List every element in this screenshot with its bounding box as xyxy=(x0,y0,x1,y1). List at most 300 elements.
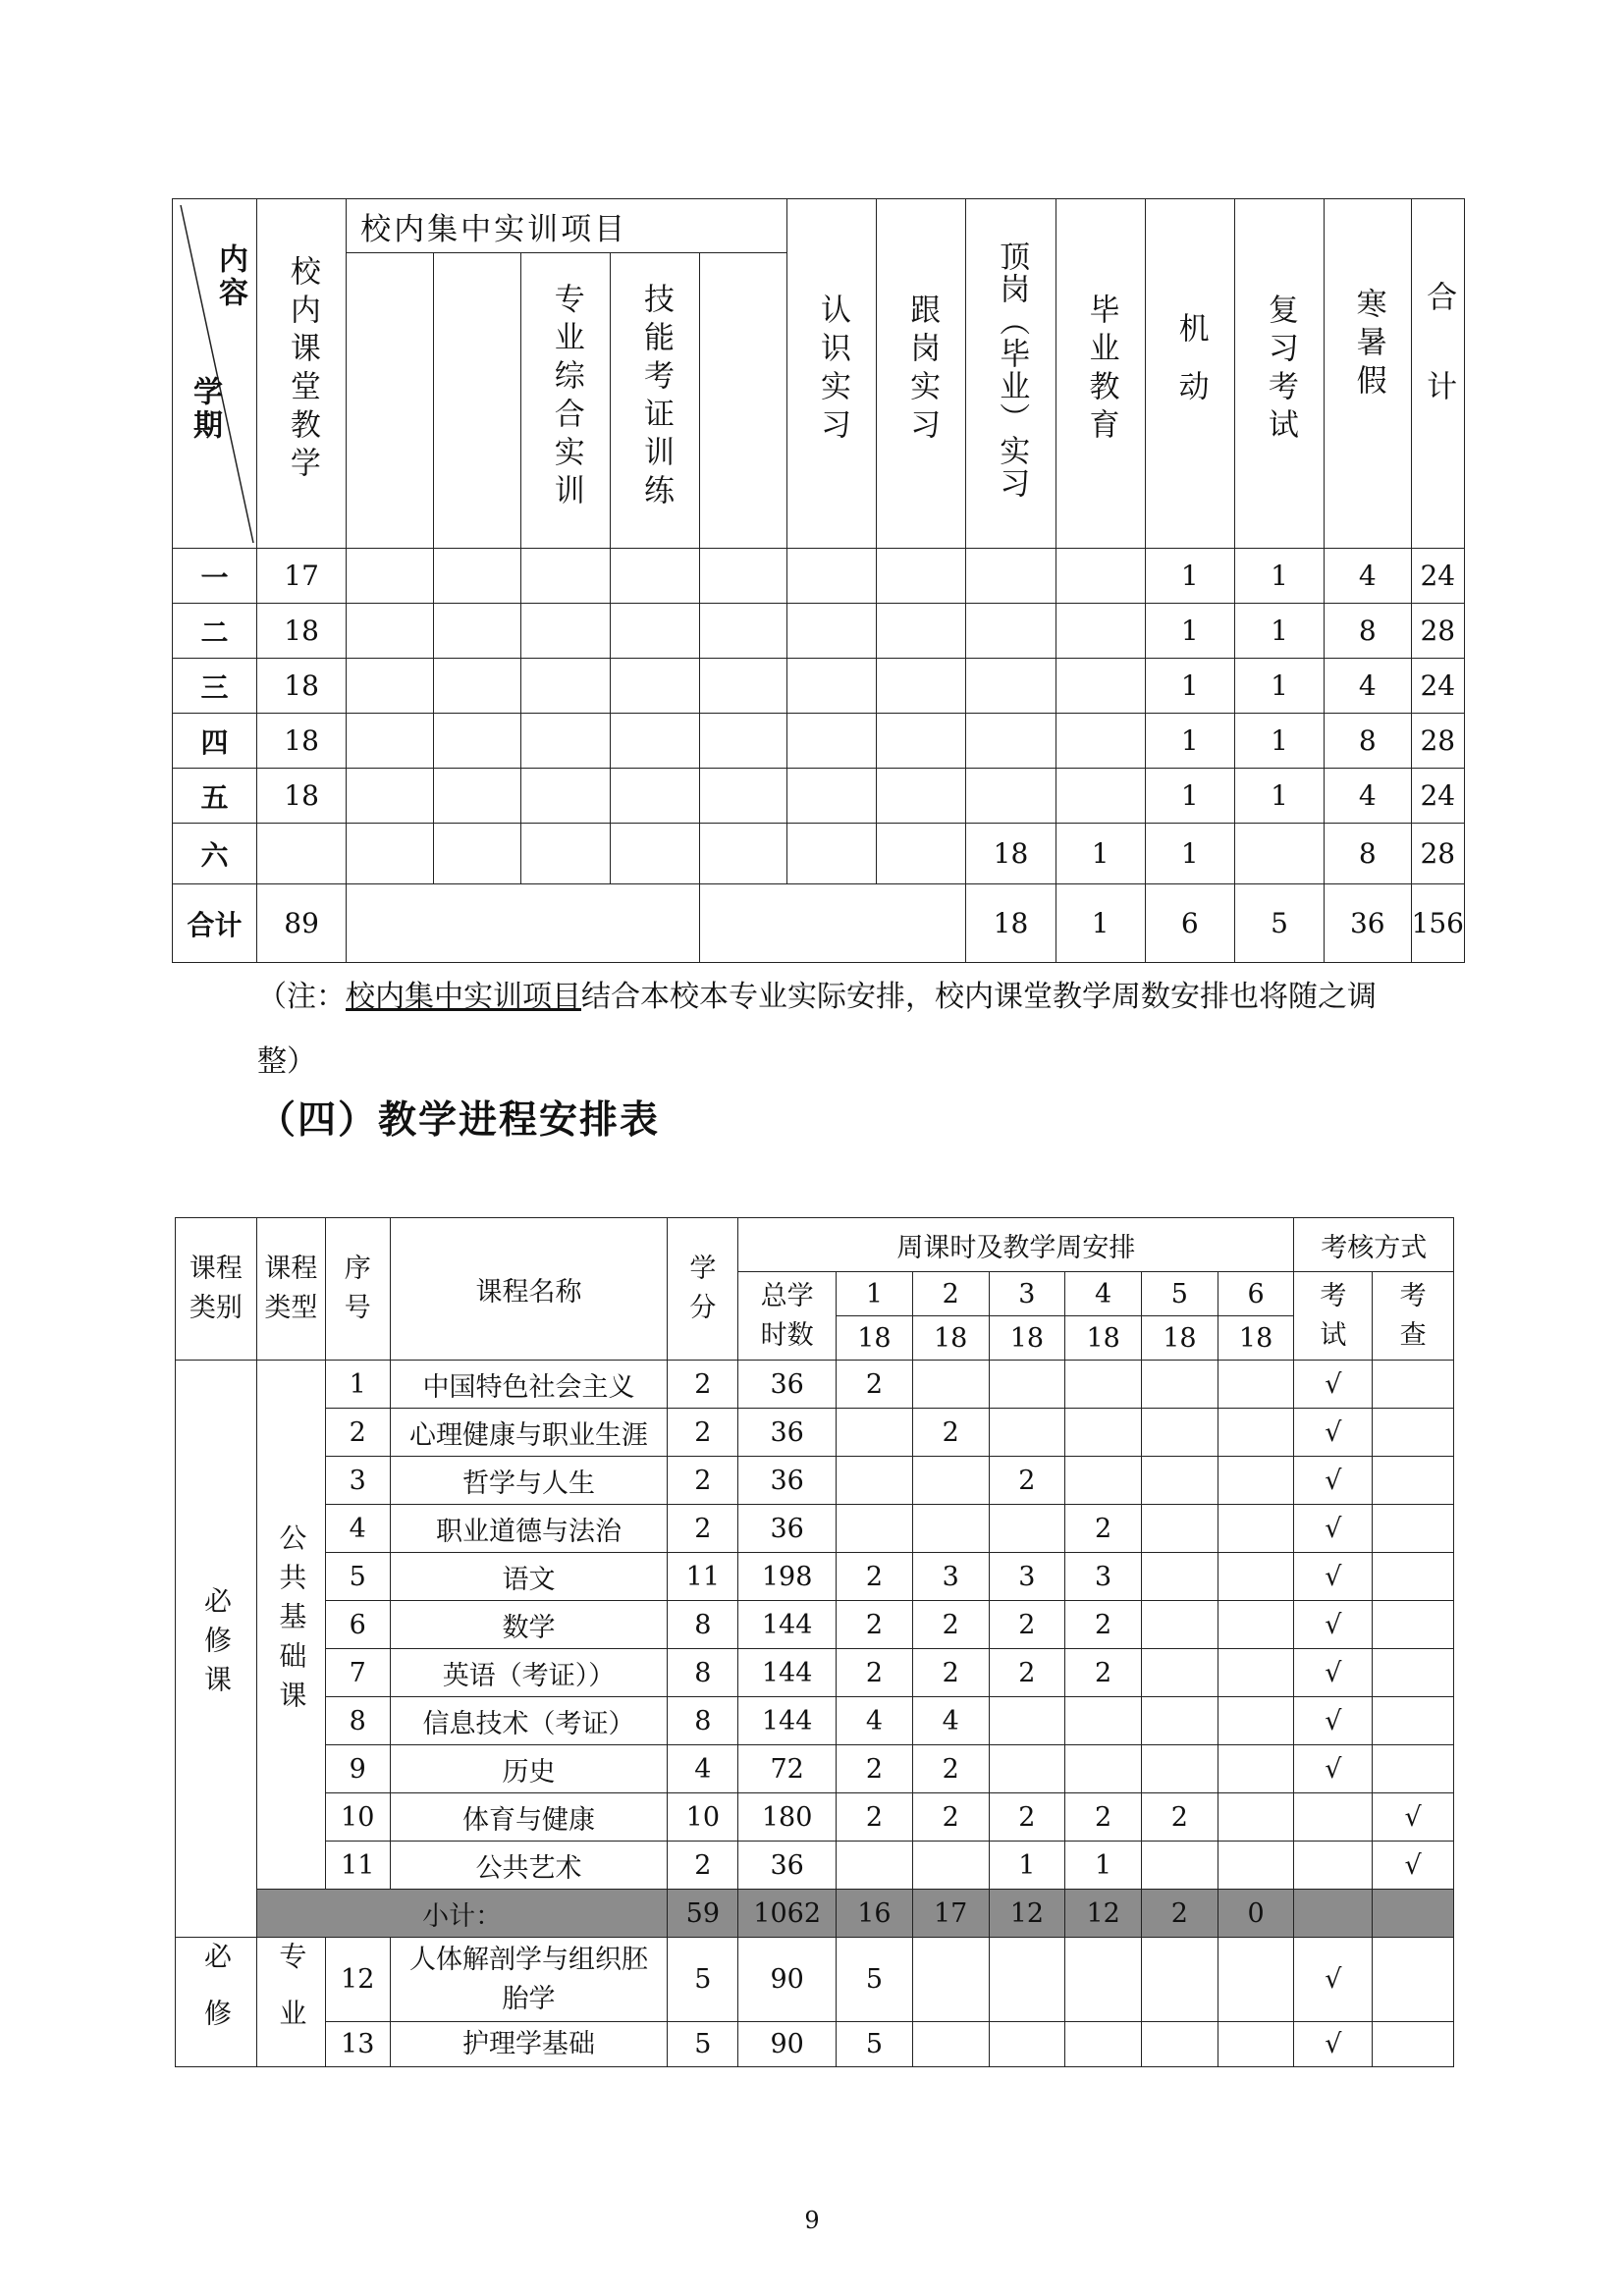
empty-cell xyxy=(611,769,700,824)
term-hours-cell: 2 xyxy=(1065,1505,1142,1553)
term-hours-cell xyxy=(989,1938,1065,2022)
exam-cell xyxy=(1294,1793,1373,1842)
vacation-cell: 8 xyxy=(1325,714,1411,769)
review-cell: 1 xyxy=(1234,549,1324,604)
schedule-row xyxy=(173,549,1465,604)
empty-cell xyxy=(877,604,966,659)
header-assessment: 考核方式 xyxy=(1294,1218,1454,1272)
header-term-3: 3 xyxy=(989,1272,1065,1316)
term-hours-cell: 2 xyxy=(837,1553,913,1601)
term-hours-cell xyxy=(1142,1697,1218,1745)
hours-cell: 72 xyxy=(738,1745,837,1793)
flexible-cell: 1 xyxy=(1145,714,1234,769)
empty-cell xyxy=(347,769,434,824)
term-hours-cell: 4 xyxy=(837,1697,913,1745)
subtotal-term-cell: 17 xyxy=(912,1890,989,1938)
hours-cell: 90 xyxy=(738,2022,837,2067)
exam-cell: √ xyxy=(1294,1361,1373,1409)
seq-cell: 2 xyxy=(325,1409,390,1457)
check-cell: √ xyxy=(1373,1793,1454,1842)
graduation-cell xyxy=(1056,714,1145,769)
term-hours-cell xyxy=(912,1457,989,1505)
term-hours-cell: 2 xyxy=(837,1649,913,1697)
subtotal-term-cell: 16 xyxy=(837,1890,913,1938)
flexible-cell: 1 xyxy=(1145,549,1234,604)
schedule-row xyxy=(173,769,1465,824)
seq-cell: 11 xyxy=(325,1842,390,1890)
review-cell: 5 xyxy=(1234,884,1324,963)
term-hours-cell xyxy=(837,1842,913,1890)
exam-cell: √ xyxy=(1294,2022,1373,2067)
term-hours-cell xyxy=(1142,1601,1218,1649)
empty-cell xyxy=(787,824,877,884)
hours-cell: 144 xyxy=(738,1649,837,1697)
total-cell: 24 xyxy=(1411,659,1464,714)
check-cell xyxy=(1373,1745,1454,1793)
header-blank xyxy=(700,199,787,253)
term-hours-cell xyxy=(1218,1457,1294,1505)
term-cell: 一 xyxy=(173,549,257,604)
seq-cell: 7 xyxy=(325,1649,390,1697)
header-comprehensive: 专业综合实训 xyxy=(520,253,610,549)
term-hours-cell xyxy=(1218,1409,1294,1457)
header-weeks-2: 18 xyxy=(912,1316,989,1361)
header-credit: 学分 xyxy=(668,1218,738,1361)
subtotal-row xyxy=(176,1890,1454,1938)
check-cell xyxy=(1373,1457,1454,1505)
term-hours-cell: 2 xyxy=(1065,1649,1142,1697)
header-vacation: 寒暑假 xyxy=(1325,199,1411,549)
topjob-cell xyxy=(966,714,1056,769)
header-exam: 考试 xyxy=(1294,1272,1373,1361)
check-cell xyxy=(1373,1938,1454,2022)
header-weeks-1: 18 xyxy=(837,1316,913,1361)
table-note: （注：校内集中实训项目结合本校本专业实际安排，校内课堂教学周数安排也将随之调整） xyxy=(257,980,1377,1079)
course-name-cell: 中国特色社会主义 xyxy=(390,1361,668,1409)
category-cell: 必修课 xyxy=(176,1361,257,1938)
empty-cell xyxy=(347,659,434,714)
term-cell: 四 xyxy=(173,714,257,769)
exam-cell: √ xyxy=(1294,1649,1373,1697)
term-hours-cell: 2 xyxy=(1065,1793,1142,1842)
type-cell: 公共基础课 xyxy=(256,1361,325,1890)
credit-cell: 8 xyxy=(668,1601,738,1649)
section-heading: （四）教学进程安排表 xyxy=(257,1098,661,1143)
category-cell: 必修 xyxy=(176,1938,257,2067)
hours-cell: 36 xyxy=(738,1409,837,1457)
credit-cell: 2 xyxy=(668,1842,738,1890)
schedule-row xyxy=(173,824,1465,884)
classroom-cell: 18 xyxy=(257,604,347,659)
term-hours-cell xyxy=(912,1842,989,1890)
exam-cell: √ xyxy=(1294,1745,1373,1793)
exam-cell: √ xyxy=(1294,1601,1373,1649)
term-cell: 五 xyxy=(173,769,257,824)
term-hours-cell: 2 xyxy=(989,1649,1065,1697)
seq-cell: 1 xyxy=(325,1361,390,1409)
vacation-cell: 4 xyxy=(1325,659,1411,714)
empty-cell xyxy=(611,604,700,659)
term-hours-cell xyxy=(837,1409,913,1457)
term-hours-cell xyxy=(1142,1553,1218,1601)
term-hours-cell xyxy=(912,1938,989,2022)
term-hours-cell: 1 xyxy=(1065,1842,1142,1890)
empty-cell xyxy=(347,549,434,604)
hours-cell: 90 xyxy=(738,1938,837,2022)
topjob-cell xyxy=(966,604,1056,659)
total-cell: 28 xyxy=(1411,604,1464,659)
empty-cell xyxy=(520,714,610,769)
header-empty-2 xyxy=(434,253,521,549)
review-cell: 1 xyxy=(1234,714,1324,769)
exam-cell: √ xyxy=(1294,1409,1373,1457)
course-schedule-table xyxy=(175,1217,1454,2067)
type-cell: 专业 xyxy=(256,1938,325,2067)
credit-cell: 2 xyxy=(668,1361,738,1409)
term-hours-cell xyxy=(1142,1361,1218,1409)
header-term-2: 2 xyxy=(912,1272,989,1316)
seq-cell: 8 xyxy=(325,1697,390,1745)
term-hours-cell: 2 xyxy=(837,1745,913,1793)
empty-cell xyxy=(787,769,877,824)
empty-cell xyxy=(434,549,521,604)
term-hours-cell xyxy=(1218,1361,1294,1409)
term-hours-cell xyxy=(1218,1938,1294,2022)
empty-cell xyxy=(611,659,700,714)
classroom-cell: 18 xyxy=(257,769,347,824)
seq-cell: 9 xyxy=(325,1745,390,1793)
header-follow: 跟岗实习 xyxy=(877,199,966,549)
header-empty-1 xyxy=(347,253,434,549)
term-hours-cell xyxy=(837,1505,913,1553)
semester-schedule-table xyxy=(172,198,1465,963)
empty-cell xyxy=(611,549,700,604)
review-cell: 1 xyxy=(1234,769,1324,824)
topjob-cell xyxy=(966,769,1056,824)
course-row xyxy=(176,1409,1454,1457)
term-hours-cell xyxy=(1218,1553,1294,1601)
empty-cell xyxy=(520,659,610,714)
classroom-cell: 18 xyxy=(257,659,347,714)
check-cell xyxy=(1373,1601,1454,1649)
term-hours-cell: 2 xyxy=(912,1409,989,1457)
term-hours-cell xyxy=(1065,1938,1142,2022)
subtotal-term-cell: 2 xyxy=(1142,1890,1218,1938)
seq-cell: 10 xyxy=(325,1793,390,1842)
page-number: 9 xyxy=(804,2207,820,2234)
term-cell: 三 xyxy=(173,659,257,714)
vacation-cell: 36 xyxy=(1325,884,1411,963)
seq-cell: 4 xyxy=(325,1505,390,1553)
graduation-cell xyxy=(1056,659,1145,714)
term-hours-cell xyxy=(1142,1745,1218,1793)
term-hours-cell: 5 xyxy=(837,2022,913,2067)
corner-bottom-label: 学期 xyxy=(188,376,222,443)
schedule-row xyxy=(173,659,1465,714)
hours-cell: 180 xyxy=(738,1793,837,1842)
course-row xyxy=(176,1745,1454,1793)
subtotal-term-cell: 12 xyxy=(1065,1890,1142,1938)
classroom-cell xyxy=(257,824,347,884)
seq-cell: 3 xyxy=(325,1457,390,1505)
review-cell: 1 xyxy=(1234,659,1324,714)
term-hours-cell xyxy=(1218,1745,1294,1793)
term-hours-cell xyxy=(989,1361,1065,1409)
subtotal-term-cell: 0 xyxy=(1218,1890,1294,1938)
seq-cell: 13 xyxy=(325,2022,390,2067)
term-hours-cell xyxy=(912,1505,989,1553)
header-name: 课程名称 xyxy=(390,1218,668,1361)
exam-cell: √ xyxy=(1294,1553,1373,1601)
note-underlined: 校内集中实训项目 xyxy=(346,980,581,1014)
term-hours-cell xyxy=(1218,1649,1294,1697)
header-skill-cert: 技能考证训练 xyxy=(611,253,700,549)
credit-cell: 2 xyxy=(668,1457,738,1505)
header-total-hours: 总学时数 xyxy=(738,1272,837,1361)
hours-cell: 36 xyxy=(738,1842,837,1890)
exam-cell: √ xyxy=(1294,1938,1373,2022)
term-hours-cell xyxy=(1065,1409,1142,1457)
seq-cell: 12 xyxy=(325,1938,390,2022)
header-term-4: 4 xyxy=(1065,1272,1142,1316)
seq-cell: 6 xyxy=(325,1601,390,1649)
term-hours-cell: 2 xyxy=(989,1793,1065,1842)
header-topjob: 顶岗（毕业）实习 xyxy=(966,199,1056,549)
subtotal-check xyxy=(1373,1890,1454,1938)
term-hours-cell xyxy=(912,2022,989,2067)
term-hours-cell xyxy=(989,1745,1065,1793)
exam-cell: √ xyxy=(1294,1505,1373,1553)
term-hours-cell xyxy=(1142,1409,1218,1457)
term-hours-cell: 2 xyxy=(912,1601,989,1649)
term-cell: 六 xyxy=(173,824,257,884)
check-cell xyxy=(1373,2022,1454,2067)
term-hours-cell xyxy=(1218,1793,1294,1842)
vacation-cell: 4 xyxy=(1325,769,1411,824)
course-name-cell: 护理学基础 xyxy=(390,2022,668,2067)
schedule-row xyxy=(173,714,1465,769)
check-cell: √ xyxy=(1373,1842,1454,1890)
total-cell: 156 xyxy=(1411,884,1464,963)
corner-top-label: 内容 xyxy=(213,243,247,310)
header-weeks-5: 18 xyxy=(1142,1316,1218,1361)
corner-header xyxy=(173,199,257,549)
empty-cell xyxy=(434,659,521,714)
term-hours-cell: 2 xyxy=(1065,1601,1142,1649)
flexible-cell: 6 xyxy=(1145,884,1234,963)
check-cell xyxy=(1373,1361,1454,1409)
flexible-cell: 1 xyxy=(1145,769,1234,824)
header-weeks-3: 18 xyxy=(989,1316,1065,1361)
term-hours-cell: 2 xyxy=(837,1601,913,1649)
vacation-cell: 8 xyxy=(1325,824,1411,884)
term-hours-cell xyxy=(1142,1842,1218,1890)
credit-cell: 5 xyxy=(668,2022,738,2067)
credit-cell: 5 xyxy=(668,1938,738,2022)
seq-cell: 5 xyxy=(325,1553,390,1601)
graduation-cell xyxy=(1056,769,1145,824)
term-hours-cell: 2 xyxy=(912,1745,989,1793)
hours-cell: 36 xyxy=(738,1457,837,1505)
graduation-cell: 1 xyxy=(1056,884,1145,963)
empty-cell xyxy=(434,714,521,769)
term-hours-cell: 2 xyxy=(989,1457,1065,1505)
credit-cell: 10 xyxy=(668,1793,738,1842)
term-hours-cell xyxy=(1218,1601,1294,1649)
term-hours-cell xyxy=(1142,1649,1218,1697)
classroom-cell: 89 xyxy=(257,884,347,963)
term-hours-cell: 3 xyxy=(912,1553,989,1601)
total-cell: 28 xyxy=(1411,714,1464,769)
graduation-cell xyxy=(1056,604,1145,659)
term-hours-cell xyxy=(1142,1505,1218,1553)
empty-cell xyxy=(347,824,434,884)
credit-cell: 4 xyxy=(668,1745,738,1793)
term-hours-cell: 3 xyxy=(1065,1553,1142,1601)
term-hours-cell xyxy=(1065,1745,1142,1793)
course-row xyxy=(176,1842,1454,1890)
hours-cell: 198 xyxy=(738,1553,837,1601)
credit-cell: 8 xyxy=(668,1697,738,1745)
topjob-cell: 18 xyxy=(966,884,1056,963)
empty-cell xyxy=(520,769,610,824)
practice-total-cell xyxy=(347,884,700,963)
empty-cell xyxy=(787,659,877,714)
empty-cell xyxy=(700,824,787,884)
course-name-cell: 语文 xyxy=(390,1553,668,1601)
empty-cell xyxy=(787,604,877,659)
term-cell: 二 xyxy=(173,604,257,659)
empty-cell xyxy=(347,714,434,769)
header-graduation: 毕业教育 xyxy=(1056,199,1145,549)
empty-cell xyxy=(520,549,610,604)
subtotal-hours: 1062 xyxy=(738,1890,837,1938)
schedule-row xyxy=(173,884,1465,963)
empty-cell xyxy=(700,769,787,824)
term-hours-cell xyxy=(1142,1457,1218,1505)
course-row xyxy=(176,1553,1454,1601)
flexible-cell: 1 xyxy=(1145,659,1234,714)
term-hours-cell: 2 xyxy=(837,1361,913,1409)
flexible-cell: 1 xyxy=(1145,604,1234,659)
course-name-cell: 职业道德与法治 xyxy=(390,1505,668,1553)
term-hours-cell xyxy=(1065,1697,1142,1745)
review-cell: 1 xyxy=(1234,604,1324,659)
term-cell: 合计 xyxy=(173,884,257,963)
topjob-cell: 18 xyxy=(966,824,1056,884)
course-row xyxy=(176,1601,1454,1649)
empty-cell xyxy=(700,604,787,659)
term-hours-cell: 3 xyxy=(989,1553,1065,1601)
course-row xyxy=(176,1938,1454,2022)
course-name-cell: 信息技术（考证） xyxy=(390,1697,668,1745)
hours-cell: 144 xyxy=(738,1697,837,1745)
total-cell: 28 xyxy=(1411,824,1464,884)
hours-cell: 36 xyxy=(738,1361,837,1409)
course-row xyxy=(176,1793,1454,1842)
header-weekly: 周课时及教学周安排 xyxy=(738,1218,1294,1272)
exam-cell: √ xyxy=(1294,1697,1373,1745)
empty-cell xyxy=(520,824,610,884)
check-cell xyxy=(1373,1553,1454,1601)
term-hours-cell: 2 xyxy=(1142,1793,1218,1842)
course-name-cell: 哲学与人生 xyxy=(390,1457,668,1505)
header-weeks-6: 18 xyxy=(1218,1316,1294,1361)
term-hours-cell: 5 xyxy=(837,1938,913,2022)
header-term-5: 5 xyxy=(1142,1272,1218,1316)
subtotal-term-cell: 12 xyxy=(989,1890,1065,1938)
header-classroom: 校内课堂教学 xyxy=(257,199,347,549)
course-row xyxy=(176,1361,1454,1409)
subtotal-credit: 59 xyxy=(668,1890,738,1938)
header-category: 课程类别 xyxy=(176,1218,257,1361)
empty-cell xyxy=(877,659,966,714)
empty-cell xyxy=(787,714,877,769)
course-name-cell: 公共艺术 xyxy=(390,1842,668,1890)
graduation-cell: 1 xyxy=(1056,824,1145,884)
empty-cell xyxy=(611,714,700,769)
credit-cell: 11 xyxy=(668,1553,738,1601)
course-row xyxy=(176,1505,1454,1553)
term-hours-cell: 1 xyxy=(989,1842,1065,1890)
term-hours-cell xyxy=(837,1457,913,1505)
subtotal-label: 小计： xyxy=(256,1890,668,1938)
term-hours-cell xyxy=(1218,1505,1294,1553)
exam-cell xyxy=(1294,1842,1373,1890)
empty-cell xyxy=(611,824,700,884)
term-hours-cell xyxy=(1142,1938,1218,2022)
empty-cell xyxy=(877,769,966,824)
empty-cell xyxy=(347,604,434,659)
course-row xyxy=(176,1649,1454,1697)
empty-cell xyxy=(877,714,966,769)
header-total: 合计 xyxy=(1411,199,1464,549)
term-hours-cell xyxy=(989,2022,1065,2067)
classroom-cell: 18 xyxy=(257,714,347,769)
term-hours-cell: 2 xyxy=(912,1793,989,1842)
vacation-cell: 8 xyxy=(1325,604,1411,659)
term-hours-cell xyxy=(989,1505,1065,1553)
header-term-1: 1 xyxy=(837,1272,913,1316)
term-hours-cell: 4 xyxy=(912,1697,989,1745)
term-hours-cell xyxy=(989,1409,1065,1457)
term-hours-cell xyxy=(1218,2022,1294,2067)
empty-cell xyxy=(877,549,966,604)
total-cell: 24 xyxy=(1411,549,1464,604)
empty-cell xyxy=(434,824,521,884)
course-row xyxy=(176,1457,1454,1505)
course-row xyxy=(176,2022,1454,2067)
empty-cell xyxy=(700,659,787,714)
credit-cell: 2 xyxy=(668,1505,738,1553)
schedule-row xyxy=(173,604,1465,659)
term-hours-cell xyxy=(1065,1457,1142,1505)
subtotal-exam xyxy=(1294,1890,1373,1938)
graduation-cell xyxy=(1056,549,1145,604)
hours-cell: 144 xyxy=(738,1601,837,1649)
empty-cell xyxy=(434,769,521,824)
term-hours-cell xyxy=(1065,1361,1142,1409)
header-seq: 序号 xyxy=(325,1218,390,1361)
course-name-cell: 英语（考证）） xyxy=(390,1649,668,1697)
topjob-cell xyxy=(966,659,1056,714)
term-hours-cell: 2 xyxy=(837,1793,913,1842)
empty-cell xyxy=(877,824,966,884)
term-hours-cell xyxy=(1142,2022,1218,2067)
check-cell xyxy=(1373,1697,1454,1745)
term-hours-cell: 2 xyxy=(989,1601,1065,1649)
term-hours-cell xyxy=(912,1361,989,1409)
